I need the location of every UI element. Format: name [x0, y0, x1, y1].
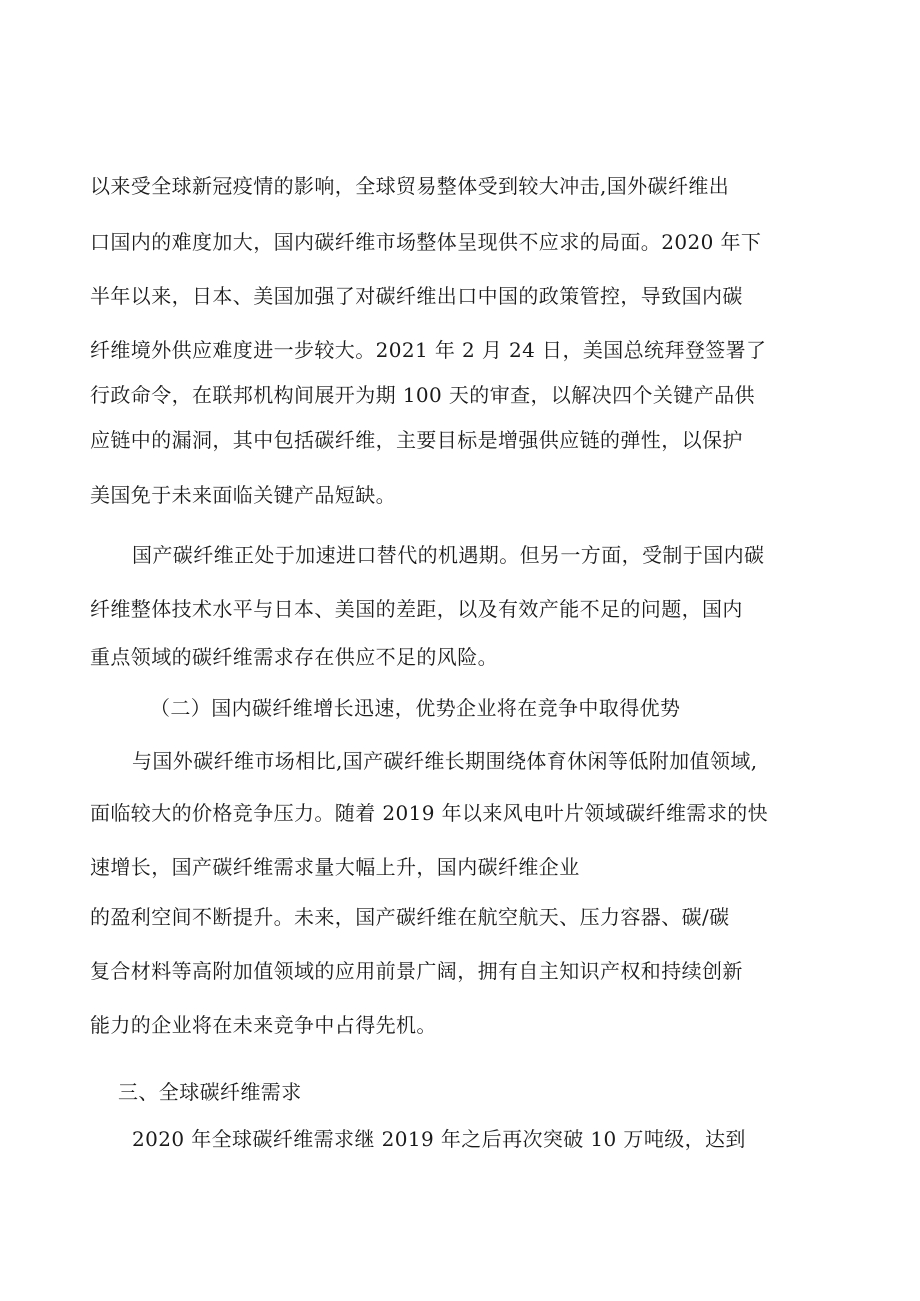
text-line: 以来受全球新冠疫情的影响，全球贸易整体受到较大冲击,国外碳纤维出: [90, 174, 730, 198]
text-line: 纤维整体技术水平与日本、美国的差距，以及有效产能不足的问题，国内: [90, 597, 743, 621]
text-line: 国产碳纤维正处于加速进口替代的机遇期。但另一方面，受制于国内碳: [132, 543, 765, 567]
text-line: 重点领域的碳纤维需求存在供应不足的风险。: [90, 645, 498, 669]
text-line: 速增长，国产碳纤维需求量大幅上升，国内碳纤维企业: [90, 855, 580, 879]
text-line: 能力的企业将在未来竞争中占得先机。: [90, 1013, 437, 1037]
text-line: 的盈利空间不断提升。未来，国产碳纤维在航空航天、压力容器、碳/碳: [90, 905, 730, 929]
section-heading: 三、全球碳纤维需求: [118, 1080, 302, 1104]
text-line: 应链中的漏洞，其中包括碳纤维，主要目标是增强供应链的弹性，以保护: [90, 428, 743, 452]
text-line: 与国外碳纤维市场相比,国产碳纤维长期围绕体育休闲等低附加值领域,: [132, 749, 758, 773]
text-line: 行政命令，在联邦机构间展开为期 100 天的审查，以解决四个关键产品供: [90, 383, 755, 407]
text-line: 面临较大的价格竞争压力。随着 2019 年以来风电叶片领域碳纤维需求的快: [90, 801, 769, 825]
text-line: 半年以来，日本、美国加强了对碳纤维出口中国的政策管控，导致国内碳: [90, 284, 743, 308]
text-line: 2020 年全球碳纤维需求继 2019 年之后再次突破 10 万吨级，达到: [132, 1127, 746, 1151]
text-line: 口国内的难度加大，国内碳纤维市场整体呈现供不应求的局面。2020 年下: [90, 230, 762, 254]
text-line: 美国免于未来面临关键产品短缺。: [90, 483, 396, 507]
text-line: 复合材料等高附加值领域的应用前景广阔，拥有自主知识产权和持续创新: [90, 959, 743, 983]
subheading: （二）国内碳纤维增长迅速，优势企业将在竞争中取得优势: [150, 696, 681, 720]
text-line: 纤维境外供应难度进一步较大。2021 年 2 月 24 日，美国总统拜登签署了: [90, 338, 767, 362]
